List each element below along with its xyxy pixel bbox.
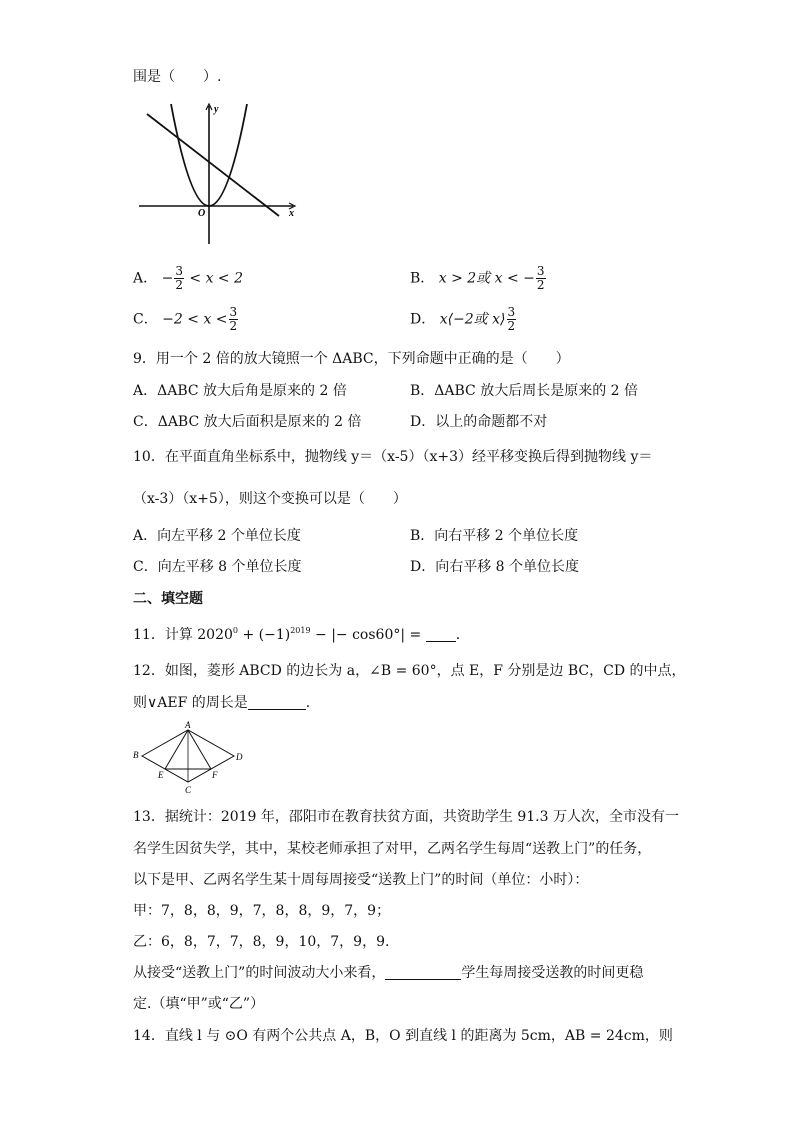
label-c: C xyxy=(185,785,192,795)
fraction: $\frac{3}{2}$ xyxy=(175,264,183,292)
q12-answer-blank[interactable] xyxy=(248,695,306,710)
straight-line xyxy=(147,114,279,216)
q12-line2: 则∨AEF 的周长是 . xyxy=(133,695,311,711)
fraction: $\frac{3}{2}$ xyxy=(536,264,545,292)
q12-rhombus-figure xyxy=(128,720,248,796)
q8-option-d[interactable]: D． x⟨−2或 x⟩ $\frac{3}{2}$ xyxy=(410,305,516,333)
label-b: B xyxy=(133,750,139,760)
segment-af xyxy=(188,730,211,769)
label-a: A xyxy=(185,720,191,730)
q10-stem-line2: （x-3）（x+5），则这个变换可以是（ ） xyxy=(133,491,407,507)
q14-line1: 14．直线 l 与 ⊙O 有两个公共点 A，B，O 到直线 l 的距离为 5cm，AB = 24cm，则 xyxy=(133,1028,673,1044)
q10-option-d[interactable]: D．向右平移 8 个单位长度 xyxy=(410,559,580,575)
q8-stem-tail: 围是（ ）. xyxy=(133,69,222,85)
q9-option-c[interactable]: C．ΔABC 放大后面积是原来的 2 倍 xyxy=(133,414,362,430)
q13-data-jia: 甲：7，8，8，9，7，8，8，9，7，9； xyxy=(133,903,391,919)
q11-answer-blank[interactable] xyxy=(426,627,456,642)
q10-option-b[interactable]: B．向右平移 2 个单位长度 xyxy=(410,528,579,544)
origin-label: O xyxy=(198,208,206,219)
q13-line1: 13．据统计：2019 年，邵阳市在教育扶贫方面，共资助学生 91.3 万人次，全市没有一 xyxy=(133,809,679,825)
q11-line: 11．计算 $2020^0 + (-1)^{2019}$ − |− cos60°| = . xyxy=(133,626,461,643)
q13-line6: 从接受“送教上门”的时间波动大小来看， 学生每周接受送教的时间更稳 xyxy=(133,965,644,981)
label-e: E xyxy=(158,770,164,780)
q10-stem-line1: 10．在平面直角坐标系中，抛物线 y＝（x-5）（x+3）经平移变换后得到抛物线 y＝ xyxy=(133,449,653,465)
q8-graph xyxy=(135,100,305,248)
q13-answer-blank[interactable] xyxy=(385,965,461,980)
q9-option-a[interactable]: A．ΔABC 放大后角是原来的 2 倍 xyxy=(133,383,347,399)
section-title: 二、填空题 xyxy=(133,591,203,607)
q10-option-c[interactable]: C．向左平移 8 个单位长度 xyxy=(133,559,302,575)
q8-option-b[interactable]: B． x > 2或 x < − $\frac{3}{2}$ xyxy=(410,264,545,292)
q13-line7: 定.（填“甲”或“乙”） xyxy=(133,996,265,1012)
fraction: $\frac{3}{2}$ xyxy=(507,305,516,333)
q12-line1: 12．如图，菱形 ABCD 的边长为 a，∠B = 60°，点 E，F 分别是边 BC，CD 的中点， xyxy=(133,663,686,679)
q9-option-b[interactable]: B．ΔABC 放大后周长是原来的 2 倍 xyxy=(410,383,639,399)
q13-line3: 以下是甲、乙两名学生某十周每周接受“送教上门”的时间（单位：小时）： xyxy=(133,872,589,888)
segment-ae xyxy=(165,730,188,769)
q9-option-d[interactable]: D．以上的命题都不对 xyxy=(410,414,548,430)
label-d: D xyxy=(236,752,243,762)
x-axis-label: x xyxy=(289,208,294,219)
label-f: F xyxy=(212,770,218,780)
q10-option-a[interactable]: A．向左平移 2 个单位长度 xyxy=(133,528,301,544)
q13-line2: 名学生因贫失学，其中，某校老师承担了对甲，乙两名学生每周“送教上门”的任务， xyxy=(133,841,652,857)
fraction: $\frac{3}{2}$ xyxy=(229,305,238,333)
q8-option-a[interactable]: A． − $\frac{3}{2}$ < x < 2 xyxy=(133,264,244,292)
q13-data-yi: 乙：6，8，7，7，8，9，10，7，9，9. xyxy=(133,934,390,950)
q8-option-c[interactable]: C． −2 < x < $\frac{3}{2}$ xyxy=(133,305,238,333)
y-axis-label: y xyxy=(214,104,219,115)
q9-stem: 9．用一个 2 倍的放大镜照一个 ΔABC，下列命题中正确的是（ ） xyxy=(133,351,570,367)
